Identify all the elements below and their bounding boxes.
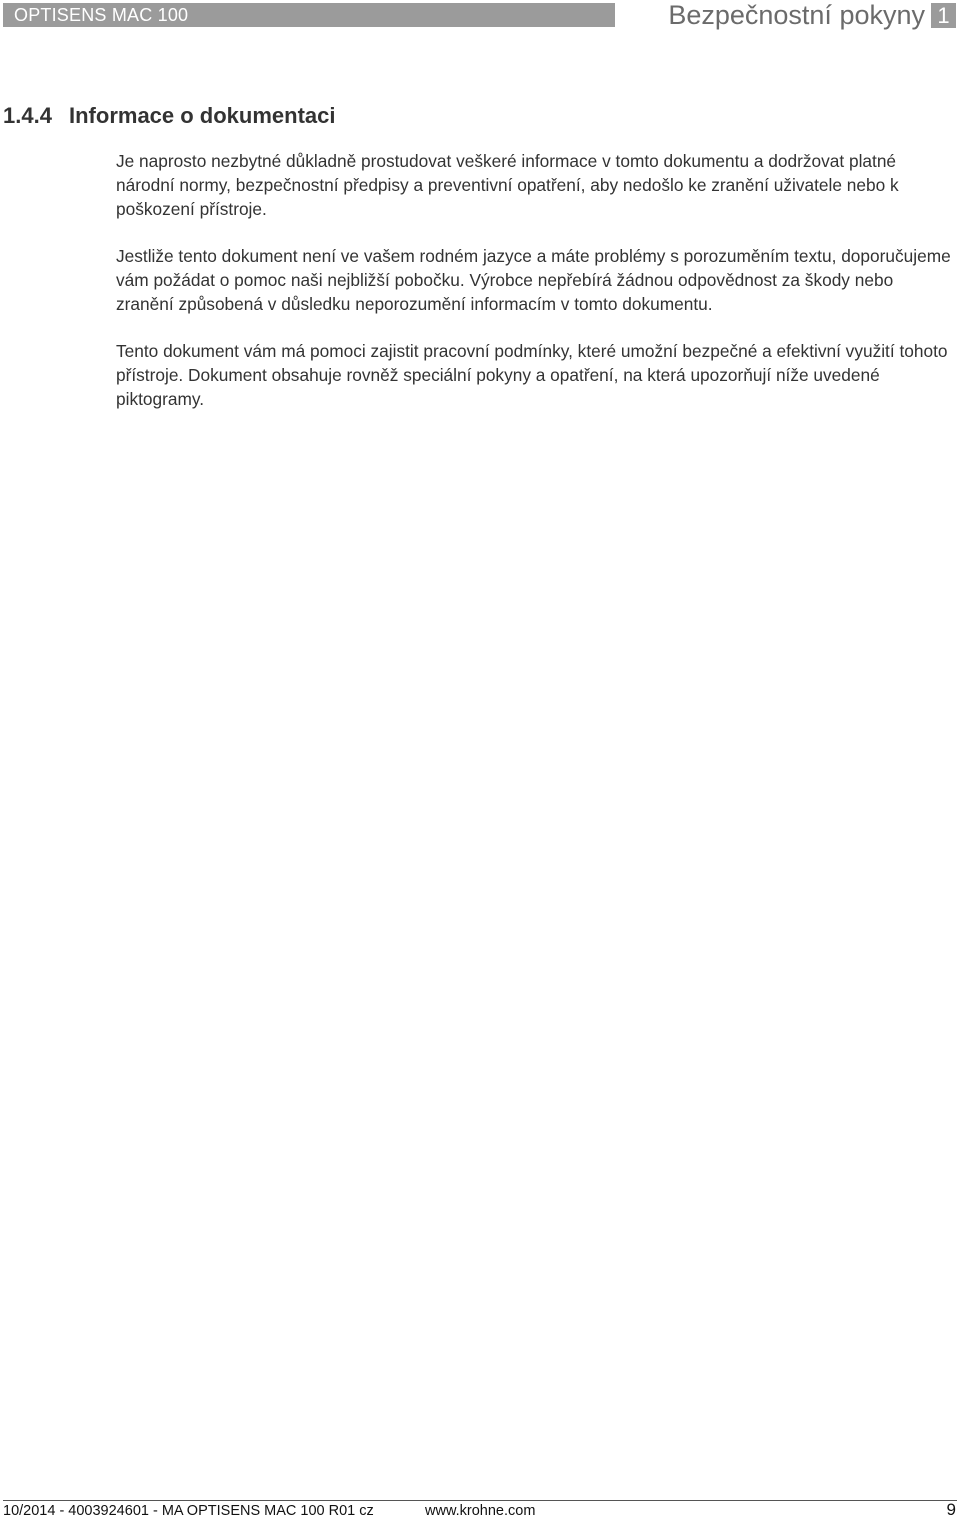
section-title: Informace o dokumentaci bbox=[69, 103, 336, 128]
header-product-name: OPTISENS MAC 100 bbox=[14, 5, 189, 25]
footer-document-id: 10/2014 - 4003924601 - MA OPTISENS MAC 100 R01 cz bbox=[3, 1503, 374, 1519]
paragraph-document-purpose: Tento dokument vám má pomoci zajistit pracovní podmínky, které umožní bezpečné a efektivní využití tohoto přístroje. Dokument obsahuje rovněž speciální pokyny a opatření, na která upozorňují níže uvedené piktogramy. bbox=[116, 341, 948, 409]
section-body bbox=[116, 149, 952, 434]
paragraph-language-notice: Jestliže tento dokument není ve vašem rodném jazyce a máte problémy s porozuměním textu, doporučujeme vám požádat o pomoc naši nejbližší pobočku. Výrobce nepřebírá žádnou odpovědnost za škody nebo zranění způsobená v důsledku neporozumění informacím v tomto dokumentu. bbox=[116, 246, 951, 314]
footer-page-number: 9 bbox=[946, 1500, 956, 1519]
section-number: 1.4.4 bbox=[3, 103, 52, 128]
header-chapter-title: Bezpečnostní pokyny bbox=[668, 0, 925, 30]
header-chapter-number: 1 bbox=[937, 3, 950, 28]
footer-website-link[interactable]: www.krohne.com bbox=[425, 1503, 536, 1519]
section-heading bbox=[3, 103, 336, 129]
footer-divider bbox=[3, 1500, 957, 1501]
paragraph-document-importance: Je naprosto nezbytné důkladně prostudovat veškeré informace v tomto dokumentu a dodržovat platné národní normy, bezpečnostní předpisy a preventivní opatření, aby nedošlo ke zranění uživatele nebo k poškození přístroje. bbox=[116, 151, 899, 219]
page-header bbox=[0, 0, 960, 30]
header-chapter-badge bbox=[931, 3, 956, 28]
